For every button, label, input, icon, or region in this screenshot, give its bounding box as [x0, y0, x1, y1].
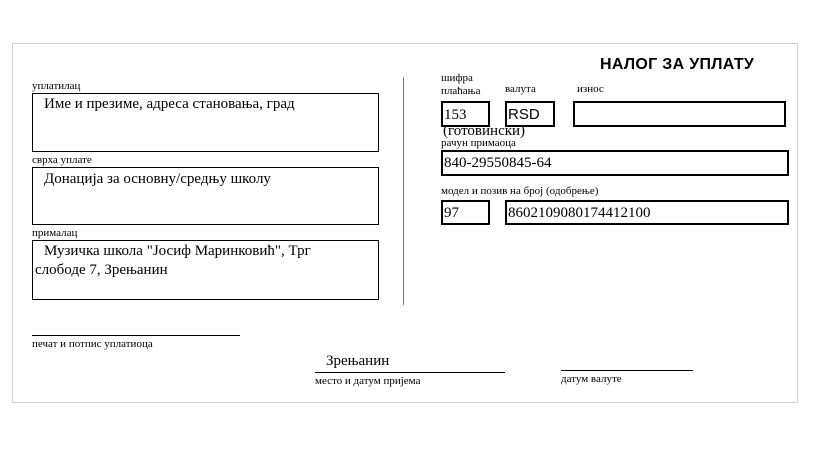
- model-value: 97: [444, 205, 459, 221]
- purpose-field[interactable]: [32, 167, 379, 225]
- place-date-line: [315, 372, 505, 373]
- payment-code-label-line2: плаћања: [441, 85, 481, 97]
- currency-label: валута: [505, 83, 536, 95]
- account-field[interactable]: [441, 150, 789, 176]
- recipient-value-line2: слободе 7, Зрењанин: [35, 262, 168, 278]
- column-divider: [403, 77, 404, 305]
- model-field[interactable]: [441, 200, 490, 225]
- value-date-line: [561, 370, 693, 371]
- signature-line: [32, 335, 240, 336]
- account-value: 840-29550845-64: [444, 155, 552, 171]
- payment-code-note: (готовински): [443, 123, 526, 139]
- stamp-signature-label: печат и потпис уплатиоца: [32, 338, 153, 350]
- form-title: НАЛОГ ЗА УПЛАТУ: [600, 56, 755, 73]
- value-date-label: датум валуте: [561, 373, 622, 385]
- purpose-value: Донација за основну/средњу школу: [44, 171, 271, 187]
- place-value: Зрењанин: [326, 353, 390, 369]
- reference-number-field[interactable]: [505, 200, 789, 225]
- place-date-label: место и датум пријема: [315, 375, 421, 387]
- recipient-label: прималац: [32, 227, 78, 239]
- account-label: рачун примаоца: [441, 137, 516, 149]
- payer-value: Име и презиме, адреса становања, град: [44, 96, 295, 112]
- payment-order-form: [12, 43, 798, 403]
- payer-field[interactable]: [32, 93, 379, 152]
- recipient-value-line1: Музичка школа "Јосиф Маринковић", Трг: [44, 243, 311, 259]
- model-reference-label: модел и позив на број (одобрење): [441, 185, 599, 197]
- currency-value: RSD: [508, 106, 540, 123]
- amount-field[interactable]: [573, 101, 786, 127]
- currency-field[interactable]: [505, 101, 555, 127]
- reference-number-value: 8602109080174412100: [508, 205, 651, 221]
- payment-code-value: 153: [444, 107, 467, 123]
- amount-label: износ: [577, 83, 604, 95]
- purpose-label: сврха уплате: [32, 154, 92, 166]
- recipient-field[interactable]: [32, 240, 379, 300]
- payer-label: уплатилац: [32, 80, 81, 92]
- payment-code-label-line1: шифра: [441, 72, 473, 84]
